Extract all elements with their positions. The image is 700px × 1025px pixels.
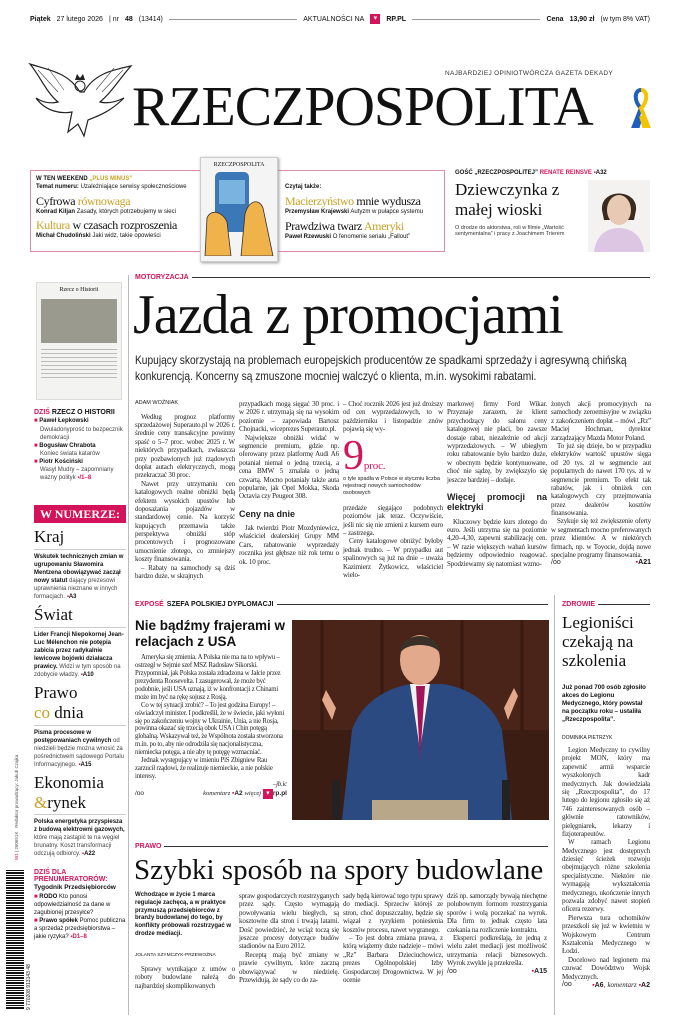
paragraph: – To jest dobra zmiana prawa, z którą wiążemy duże nadzieje – mówi „Rz” Barbara Dzieciuchowicz, prezes Ogólnopolskiej Izby Gospodarczej Drogownictwa. W jej ocenie <box>343 933 443 984</box>
page-ref[interactable]: A15 <box>534 967 547 975</box>
promo-headline[interactable]: Kultura w czasach rozproszenia <box>36 218 177 233</box>
paragraph: – Rabaty na samochody są dziś bardzo duże, w skrajnych <box>135 563 235 581</box>
health-lead: Już ponad 700 osób zgłosiło akces do Legionu Medycznego, który powstał na początku roku – ustaliła „Rzeczpospolita”. <box>562 684 646 724</box>
main-deck: Kupujący skorzystają na problemach europejskich producentów ze spadkami sprzedaży i agresywną chińską konkurencją. Koncerny są zmuszone mocniej walczyć o klienta, m.in. wysokimi rabatami. <box>135 353 627 384</box>
news-label: AKTUALNOŚCI NA <box>303 15 365 23</box>
paragraph: Nawet przy utrzymaniu cen katalogowych realne obniżki będą efektem wysokich upustów lub doposażania pojazdów w standardowej cenie. Na korzyść kupujących przemawia także perspektywa obniżki stóp procentowych i prognozowane umocnienie złotego, co zmniejszy koszty finansowania. <box>135 479 235 564</box>
price-label: Cena <box>546 15 564 23</box>
cover-title: RZECZPOSPOLITA <box>213 162 265 168</box>
paragraph: sady będą kierować tego typu sprawy do mediacji. Sprzeciw którejś ze stron, choć dopuszczalny, będzie się wiązał z ryzykiem poniesienia kosztów procesu, nawet wygranego. <box>343 892 443 934</box>
paragraph: Szykuje się też zwiększenie oferty w segmentach mocno preferowanych przez klientów. A w niektórych firmach, np. w Toyocie, dojdą nowe specjalne programy finansowania. <box>551 517 651 560</box>
plus-minus-promo-right <box>285 176 443 241</box>
column-divider <box>128 275 129 1015</box>
guest-headline[interactable]: Dziewczynka z małej wioski <box>455 180 560 220</box>
law-col-3 <box>343 892 443 984</box>
issue-prefix: | nr <box>108 15 119 23</box>
main-col-5: żonych akcji promocyjnych na samochody zeroemisyjne w związku z zakończeniem dopłat – mówi „Rz” Maciej Hochman, dyrektor zarządzający Mazda Motor Poland. To już się dzieje, bo w przypadku elektryków wartość upustów sięga od 20 tys. zł w segmencie aut popularnych do nawet 170 tys. zł w segmencie premium. To efekt tak rabatów, jak i obniżek cen katalogowych czy przejmowania przez dealerów kosztów finansowania. Szykuje się też zwiększenie oferty w segmentach mocno preferowanych przez klientów. A w niektórych firmach, np. w Toyocie, dojdą nowe specjalne programy finansowania. /oo ▪A21 <box>551 400 651 567</box>
section-title: Prawo co dnia <box>34 683 126 725</box>
plus-minus-cover-image[interactable] <box>200 157 278 262</box>
history-cover-image <box>41 299 117 343</box>
masthead-title: RZECZPOSPOLITA <box>132 76 593 138</box>
in-this-issue-section[interactable]: Świat Lider Francji Niepokornej Jean-Luc Mélenchon nie potępia zabicia przez radykalnie lewicowe bojówki działacza prawicy. Widzi w tym sposób na zdobycie władzy. ▪A10 <box>34 605 126 679</box>
history-desc: Dwuladonyprość to bezpecznik demokracji <box>40 426 123 441</box>
issue-total: (13414) <box>138 15 163 23</box>
ukraine-ribbon-icon <box>630 88 652 128</box>
promo-kicker: W TEN WEEKEND <box>36 176 88 182</box>
price: 13,90 zł <box>569 15 595 23</box>
health-body: Legion Medyczny to cywilny projekt MON, który ma zapewnić armii wsparcie wyszkolonych kadr medycznych. Jak dowiedziała się „Rzeczpospolita”, do 17 lutego do legionu zgłosiło się aż 746 zainteresowanych osób – głównie ratowników, pielęgniarek, lekarzy i fizjoterapeutów. W ramach Legionu Medycznego jest dostępnych dziesięć ścieżek rozwoju obejmujących różne szkolenia specjalistyczne. Niektóre nie wymagają wykształcenia medycznego, ukończenie innych pozwala zdobyć nawet stopień oficera rezerwy. Pierwsza tura ochotników przeszkoli się już w kwietniu w Wojskowym Centrum Kształcenia Medycznego w Łodzi. Docelowo nad legionem ma czuwać Dowództwo Wojsk Medycznych. /oo ▪A6, komentarz ▪A2 <box>562 746 650 989</box>
promo-desc: Jaki widz, takie opowieści <box>92 233 161 240</box>
page-ref[interactable]: A2 <box>234 789 243 797</box>
history-box: DZIŚ RZECZ O HISTORII ■ Paweł Łepkowski Dwuladonyprość to bezpecznik demokracji ■ Bogusław Chrabota Koniec świata katarów ■ Piotr Kościński Wasyl Mudry – zapomniany wazny polityk ▪/1–8 <box>34 408 126 482</box>
paragraph: Według prognoz platformy sprzedażowej Superauto.pl w 2026 r. średnie ceny transakcyjne powinny spaść o 5–7 proc. wobec 2025 r. W niektórych przypadkach, zwłaszcza przy pozbawionych już rządowych dopłat autach elektrycznych, mogą przekraczać 30 proc. <box>135 412 235 480</box>
paragraph: Kluczowy będzie kurs złotego do euro. Jeśli utrzyma się na poziomie 4,20–4,30, zapewni stabilizację cen. – W razie większych wahań kursów będziemy odpowiednio reagować. Spodziewamy się natomiast wzmo- <box>447 517 547 568</box>
in-this-issue: W NUMERZE: Kraj Wskutek technicznych zmian w ugrupowaniu Sławomira Mentzena obowiązywać zaczął nowy statut dający prezesowi uprawnienia nieznane w innych formacjach. ▪A3 Świat Lider Francji Niepokornej Jean-Luc Mélenchon nie potępia zabicia przez radykalnie lewicowe bojówki działacza prawicy. Widzi w tym sposób na zdobycie władzy. ▪A10 Prawo co dnia Pisma procesowe w postępowaniach cywilnych od niedzieli będzie można wnosić za pośrednictwem sądowego Portalu Informacyjnego. ▪A15 Ekonomia &rynek Polska energetyka przyspiesza z budową elektrowni gazowych, które mają zastąpić te na węgiel brunatny. Koszt transformacji odczują odbiorcy. ▪A22 DZIŚ DLA PRENUMERATORÓW: Tygodnik Przedsiębiorców ■ RODO Kto ponosi odpowiedzialność za dane w zagubionej przesyłce? ■ Prawo spółek Pomoc publiczna a sprzedaż przedsiębiorstwa – jakie ryzyka? ▪D1–8 <box>34 505 126 941</box>
history-author: ■ Bogusław Chrabota <box>34 442 126 450</box>
paragraph: Co w tej sytuacji zrobić? – To jest godzina Europy! – oświadczył minister. I podkreślił, że w świecie, jaki wyłoni się po zakończeniu wojny w Ukrainie, Unia, a nie Rosja, powinna okazać się trzecią obok USA i Chin potęgą globalną. Wskazywał też, że Wspólnota została stworzona m.in. po to, aby nie odrodziła się nacjonalistyczna, niemiecka potęga, a nie aby tę potęgę wzmacniać. <box>135 701 285 757</box>
page-ref[interactable]: ▪A22 <box>81 851 96 858</box>
page-ref[interactable]: ▪A21 <box>635 559 651 567</box>
rp-logo-icon: ▾ <box>370 14 380 24</box>
barcode <box>6 870 24 1010</box>
law-lead: Wchodzące w życie 1 marca regulacje zachęcą, a w praktyce przymuszą przedsiębiorców z branży budowlanej do tego, by konflikty próbowali rozstrzygać w drodze mediacji. <box>135 892 232 937</box>
promo-desc: Zasady, których potrzebujemy w sieci <box>76 208 176 215</box>
health-kicker: ZDROWIE <box>562 601 650 608</box>
paragraph: Ameryka się zmienia. A Polska nie ma na to wpływu – ostrzegł w Sejmie szef MSZ Radosław Sikorski. Przypomniał, jak Polska została zdradzona w Jałcie przez prezydenta Roosevelta. I zasugerował, że może być podobnie, jeśli USA uznają, iż w konfrontacji z Chinami może im być na rękę sojusz z Rosją. <box>135 654 281 701</box>
history-cover-text <box>41 349 117 379</box>
guest-desc: O drodze do aktorstwa, roli w filmie „Wartość sentymentalna” i pracy z Joachimem Trierem <box>455 224 565 237</box>
paragraph: Największe obniżki widać w segmencie premium, gdzie np. oferowany przez platformę Audi A6 potaniał niemal o jedną trzecią, a cena BMW 5 zmalała o jedną czwartą. Mocno potaniały także auta popularne, jak Opel Mokka, Skoda Octavia czy Peugeot 308. <box>239 433 339 501</box>
promo-desc: Autyzm w pułapce systemu <box>350 208 424 215</box>
paragraph: spraw gospodarczych rozstrzyganych przez sądy. Często wymagają powoływania wielu biegłych, są kosztowne dla stron i trwają latami. Dość powiedzieć, że wciąż toczą się jeszcze procesy dotyczące budów stadionów na Euro 2012. <box>239 892 339 951</box>
history-author: ■ Piotr Kościński <box>34 458 126 466</box>
history-author: ■ Paweł Łepkowski <box>34 417 126 425</box>
paragraph: Eksperci podkreślają, że jedną z wielu zalet mediacji jest możliwość utrzymania relacji biznesowych. Wyrok zwykle ją przekreśla. <box>447 933 547 968</box>
guest-kicker: GOŚĆ „RZECZPOSPOLITEJ” <box>455 170 539 176</box>
main-col-2 <box>239 400 339 566</box>
expose-kicker: EXPOSÉ SZEFA POLSKIEJ DYPLOMACJI <box>135 601 548 608</box>
page-ref[interactable]: ▪A3 <box>66 594 77 601</box>
date: 27 lutego 2026 <box>56 15 103 23</box>
paragraph: To już się dzieje, bo w przypadku elektryków wartość upustów sięga od 20 tys. zł w segmencie aut popularnych do nawet 170 tys. zł w segmencie premium. To efekt tak rabatów, jak i obniżek cen katalogowych czy przejmowania przez dealerów kosztów finansowania. <box>551 441 651 518</box>
page-ref[interactable]: ▪D1–8 <box>70 934 87 941</box>
main-kicker: MOTORYZACJA <box>135 274 650 281</box>
subheading: Ceny na dnie <box>239 508 296 519</box>
divider <box>412 19 540 20</box>
guest-page-ref: A32 <box>595 170 607 176</box>
promo-author: Przemysław Krajewski <box>285 208 350 215</box>
page-ref[interactable]: A6 <box>594 981 604 989</box>
masthead-tagline: NAJBARDZIEJ OPINIOTWÓRCZA GAZETA DEKADY <box>445 70 613 77</box>
rp-pl-link[interactable]: rp.pl <box>272 789 287 797</box>
in-this-issue-section[interactable]: Prawo co dnia Pisma procesowe w postępowaniach cywilnych od niedzieli będzie można wnosić za pośrednictwem sądowego Portalu Informacyjnego. ▪A15 <box>34 683 125 768</box>
paragraph: żonych akcji promocyjnych na samochody zeroemisyjne w związku z zakończeniem dopłat – mówi „Rz” Maciej Hochman, dyrektor zarządzający Mazda Motor Poland. <box>551 400 651 442</box>
paragraph: przypadkach mogą sięgać 30 proc. i w 2026 r. utrzymają się na wysokim poziomie – zapowiada Bartosz Chojnacki, wiceprezes Superauto.pl. <box>239 400 339 434</box>
promo-headline[interactable]: Cyfrowa równowaga <box>36 193 131 208</box>
subheading: Więcej promocji na elektryki <box>447 491 547 513</box>
subscribers-label: DZIŚ DLA PRENUMERATORÓW: <box>34 868 108 884</box>
page-ref[interactable]: A2 <box>641 981 650 989</box>
page-ref[interactable]: ▪/1–8 <box>77 475 92 482</box>
paragraph: Legion Medyczny to cywilny projekt MON, który ma zapewnić armii wsparcie wyszkolonych kadr medycznych. Jak dowiedziała się „Rzeczpospolita”, do 17 lutego do legionu zgłosiło się aż 746 zainteresowanych osób – głównie ratowników, pielęgniarek, lekarzy i fizjoterapeutów. <box>562 746 650 838</box>
also-label: Czytaj także: <box>285 184 322 190</box>
section-title: Kraj <box>34 527 126 550</box>
byline: ADAM WOŹNIAK <box>135 400 179 406</box>
main-col-4 <box>447 400 547 568</box>
paragraph: przedaże sięgające podobnych poziomów jak teraz. Oczywiście, jeśli nic się nie zmieni z kursem euro – zastrzega. <box>343 503 443 537</box>
guest-name: RENATE REINSVE <box>539 170 592 176</box>
law-kicker: PRAWO <box>135 843 548 850</box>
law-headline[interactable]: Szybki sposób na spory budowlane <box>134 854 544 886</box>
history-supplement-cover[interactable] <box>36 282 122 400</box>
column-divider <box>554 595 555 1015</box>
promo-kicker-accent: „PLUS MINUS” <box>89 176 133 182</box>
paragraph: Sprawy wynikające z umów o roboty budowlane należą do najbardziej skomplikowanych <box>135 965 235 990</box>
news-site-link[interactable]: RP.PL <box>386 15 407 23</box>
dateline-bar <box>30 12 650 26</box>
page-ref[interactable]: ▪A15 <box>78 761 92 768</box>
paragraph: W ramach Legionu Medycznego jest dostępnych dziesięć ścieżek rozwoju obejmujących różne szkolenia specjalistyczne. Niektóre nie wymagają wykształcenia medycznego, ukończenie innych pozwala zdobyć nawet stopień oficera rezerwy. <box>562 838 650 914</box>
paragraph: Receptą mają być zmiany w prawie cywilnym, które zaczną obowiązywać w niedzielę. Przewidują, że sądy co do za- <box>239 950 339 984</box>
promo-author: Michał Chudoliński <box>36 233 91 240</box>
guest-portrait-photo <box>588 180 650 252</box>
byline: DOMINIKA PIETRZYK <box>562 735 613 741</box>
barcode-digits: 9 770208 913143 48 <box>26 964 32 1010</box>
law-col-2 <box>239 892 339 984</box>
health-headline[interactable]: Legioniści czekają na szkolenia <box>562 613 634 671</box>
subscribers-title: Tygodnik Przedsiębiorców <box>34 883 116 891</box>
phone-hand-illustration-icon <box>201 168 277 256</box>
imprint: W1 | 260651K Redaktor prowadzący: Jakub Czajka <box>14 754 19 860</box>
history-cover-title: Rzecz o Historii <box>59 287 99 293</box>
in-this-issue-section[interactable]: Kraj Wskutek technicznych zmian w ugrupowaniu Sławomira Mentzena obowiązywać zaczął nowy statut dający prezesowi uprawnienia nieznane w innych formacjach. ▪A3 <box>34 527 126 601</box>
sikorski-sejm-photo <box>292 620 549 820</box>
stat-caption: o tyle spadła w Polsce w styczniu liczba rejestracji nowych samochodów osobowych <box>343 475 440 497</box>
expose-body: Ameryka się zmienia. A Polska nie ma na to wpływu – ostrzegł w Sejmie szef MSZ Radosław Sikorski. Przypomniał, jak Polska została zdradzona w Jałcie przez prezydenta Roosevelta. I zasugerował, że może być podobnie, jeśli USA uznają, iż w konfrontacji z Chinami może im być na rękę sojusz z Rosją. Co w tej sytuacji zrobić? – To jest godzina Europy! – oświadczył minister. I podkreślił, że w świecie, jaki wyłoni się po zakończeniu wojny w Ukrainie, Unia, a nie Rosja, powinna okazać się trzecią obok USA i Chin potęgą globalną. Wskazywał też, że Wspólnota została stworzona m.in. po to, aby nie odrodziła się nacjonalistyczna, niemiecka potęga, a nie aby tę potęgę wzmacniać. Jednak występujący w imieniu PiS Zbigniew Rau zarzucił rządowi, że realizuje niemieckie, a nie polskie interesy. –jb.ic /oo komentarz ▪A2 więcej ▾ rp.pl <box>135 654 287 798</box>
paragraph: markowej firmy Ford Wikar. Przyznaje zarazem, że klient przychodzący do salonu ceny katalogowej nie płaci, bo zawsze dostaje rabat, niezależnie od akcji wyprzedażowych. – W ubiegłym roku rabatowanie było bardzo duże, w obecnym będzie kontynuowane, choć nie sądzę, by zwiększyło się jeszcze bardziej – dodaje. <box>447 400 547 484</box>
stat-callout: 9proc. <box>343 432 386 479</box>
page-ref[interactable]: ▪A10 <box>80 672 94 679</box>
section-title: Ekonomia &rynek <box>34 773 126 815</box>
law-col-4: dziś np. samorządy bywają niechętne polubownym formom rozstrzygania sporów i wolą poczekać na wyrok. Dla firm to jednak często lata czekania na rozliczenie kontraktu. Eksperci podkreślają, że jedną z wielu zalet mediacji jest możliwość utrzymania relacji biznesowych. Wyrok zwykle ją przekreśla. /oo ▪A15 <box>447 892 547 975</box>
divider <box>169 19 297 20</box>
plus-minus-promo-left <box>36 176 196 241</box>
history-desc: Koniec świata katarów <box>40 450 100 457</box>
paragraph: Ceny katalogowe obniżyć byłoby jednak trudno. – W przypadku aut spalinowych są już na dnie – uważa Kazimierz Żytkowicz, właściciel wielo- <box>343 537 443 579</box>
byline: JOLANTA SZYMCZYK-PRZEWOŹNA <box>135 953 216 958</box>
promo-headline[interactable]: Prawdziwa twarz Ameryki <box>285 218 404 233</box>
issue-number: 48 <box>124 15 133 23</box>
promo-theme-label: Temat numeru: <box>36 183 79 190</box>
promo-author: Konrad Kiljan <box>36 208 76 215</box>
promo-desc: O fenomenie serialu „Fallout” <box>332 233 411 240</box>
promo-author: Paweł Rzewuski <box>285 233 332 240</box>
day: Piątek <box>30 15 51 23</box>
promo-theme: Uzależniające serwisy społecznościowe <box>80 183 187 190</box>
promo-headline[interactable]: Macierzyństwo mnie wydusza <box>285 193 421 208</box>
in-this-issue-label: W NUMERZE: <box>34 505 126 523</box>
history-desc: Wasyl Mudry – zapomniany wazny polityk <box>40 467 114 482</box>
main-col-1 <box>135 400 235 580</box>
expose-headline[interactable]: Nie bądźmy frajerami w relacjach z USA <box>135 618 286 650</box>
paragraph: Jak twierdzi Piotr Mozdyniewicz, właściciel dealerskiej Grupy MM Cars, rabatowanie wyprzedaży rocznika jest głębsze niż rok temu o ok. 10 proc. <box>239 524 339 566</box>
eagle-emblem-icon <box>28 62 133 142</box>
in-this-issue-section[interactable]: Ekonomia &rynek Polska energetyka przyspiesza z budową elektrowni gazowych, które mają zastąpić te na węgiel brunatny. Koszt transformacji odczują odbiorcy. ▪A22 <box>34 772 125 858</box>
paragraph: dziś np. samorządy bywają niechętne polubownym formom rozstrzygania sporów i wolą poczekać na wyrok. Dla firm to jednak często lata czekania na rozliczenie kontraktu. <box>447 892 547 934</box>
paragraph: Jednak występujący w imieniu PiS Zbigniew Rau zarzucił rządowi, że realizuje niemieckie, a nie polskie interesy. <box>135 757 273 781</box>
paragraph: Docelowo nad legionem ma czuwać Dowództwo Wojsk Medycznych. <box>562 955 650 981</box>
main-headline[interactable]: Jazda z promocjami <box>133 284 563 346</box>
guest-teaser[interactable]: GOŚĆ „RZECZPOSPOLITEJ” RENATE REINSVE ▪A32 Dziewczynka z małej wioski O drodze do aktorstwa, roli w filmie „Wartość sentymentalna” i pracy z Joachimem Trierem <box>455 170 607 237</box>
paragraph: Pierwsza tura ochotników przeszkoli się już w kwietniu w Wojskowym Centrum Kształcenia Medycznego w Łodzi. <box>562 913 650 956</box>
main-col-3 <box>343 400 443 579</box>
paragraph: – Choć rocznik 2026 jest już droższy od cen wyprzedażowych, to w październiku i listopadzie znów pojawią się wy- <box>343 400 443 434</box>
section-title: Świat <box>34 605 126 628</box>
law-col-1 <box>135 965 235 990</box>
vat-note: (w tym 8% VAT) <box>600 15 651 23</box>
history-label: RZECZ O HISTORII <box>51 409 115 416</box>
